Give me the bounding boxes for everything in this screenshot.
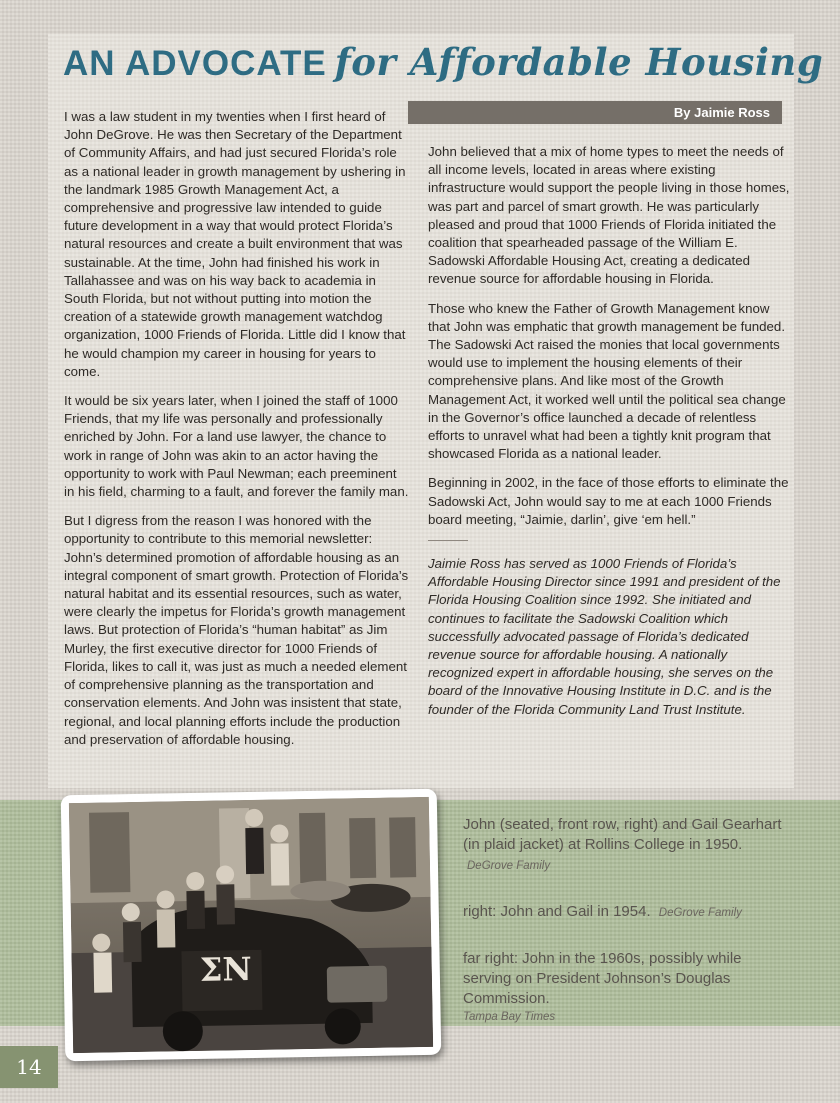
caption-text: far right: John in the 1960s, possibly while serving on President Johnson’s Douglas Commission. (463, 950, 742, 1007)
divider (428, 540, 468, 541)
historic-photo (61, 789, 442, 1062)
right-column (428, 143, 792, 730)
author-bio: Jaimie Ross has served as 1000 Friends of Florida’s Affordable Housing Director since 1991 and president of the Florida Housing Coalition since 1992. She initiated and continues to facilitate the Sadowski Coalition which successfully advocated passage of Florida’s dedicated revenue source for affordable housing. A nationally recognized expert in affordable housing, she serves on the board of the Innovative Housing Institute in D.C. and is the founder of the Florida Community Land Trust Institute. (428, 556, 781, 717)
photo-credit: Tampa Bay Times (463, 1011, 556, 1023)
caption-text: John (seated, front row, right) and Gail Gearhart (in plaid jacket) at Rollins College in 1950. (463, 816, 782, 853)
paragraph: John believed that a mix of home types to meet the needs of all income levels, located in areas where existing infrastructure would support the people living in those homes, was part and parcel of smart growth. He was particularly pleased and proud that 1000 Friends of Florida initiated the coalition that spearheaded passage of the William E. Sadowski Affordable Housing Act, creating a dedicated revenue source for affordable housing in Florida. (428, 144, 790, 287)
page-number: 14 (0, 1046, 58, 1088)
paragraph: Those who knew the Father of Growth Management know that John was emphatic that growth management be funded. The Sadowski Act raised the monies that local governments would use to implement the housing elements of their comprehensive plans. And like most of the Growth Management Act, it worked well until the political sea change in the Governor’s office launched a decade of relentless efforts to unravel what had been a tightly knit program that showcased Florida as a national leader. (428, 300, 786, 462)
caption-text: right: John and Gail in 1954. (463, 903, 651, 920)
paragraph: But I digress from the reason I was honored with the opportunity to contribute to this memorial newsletter: John’s determined promotion of affordable housing as an integral component of smart growth. Protection of Florida’s natural habitat and its essential resources, such as water, were clearly the impetus for Florida’s growth management laws. But protection of Florida’s “human habitat” as Jim Murley, the first executive director for 1000 Friends of Florida, likes to call it, was just as much a needed element of comprehensive planning as the transportation and conservation elements. And John was insistent that state, regional, and local planning efforts include the production and preservation of affordable housing. (64, 513, 409, 747)
byline: By Jaimie Ross (408, 101, 782, 124)
paragraph: Beginning in 2002, in the face of those efforts to eliminate the Sadowski Act, John would say to me at each 1000 Friends board meeting, “Jaimie, darlin’, give ‘em hell.” (428, 475, 789, 527)
title-script: for Affordable Housing (334, 40, 824, 84)
paragraph: I was a law student in my twenties when I first heard of John DeGrove. He was then Secretary of the Department of Community Affairs, and had just secured Florida’s role as a national leader in growth management by ushering in the landmark 1985 Growth Management Act, a comprehensive and progressive law intended to guide future development in a way that would protect Florida’s natural resources and create a built environment that was sustainable. At the time, John had finished his work in Tallahassee and was on his way back to academia in South Florida, but not without putting into motion the creation of a statewide growth management watchdog organization, 1000 Friends of Florida. Little did I know that he would champion my career in housing for years to come. (64, 109, 406, 379)
title-caps: AN ADVOCATE (63, 44, 327, 83)
article-title (63, 40, 824, 84)
paragraph: It would be six years later, when I joined the staff of 1000 Friends, that my life was personally and professionally enriched by John. For a land use lawyer, the chance to work in range of John was akin to an actor having the opportunity to work with Paul Newman; each preeminent in his field, charming to a fault, and forever the family man. (64, 393, 409, 500)
truck-letters: ΣN (199, 949, 252, 989)
left-column (64, 108, 410, 760)
photo-credit: DeGrove Family (658, 907, 742, 919)
photo-credit: DeGrove Family (467, 860, 551, 872)
photo-image (69, 797, 433, 1053)
caption (463, 902, 793, 923)
caption (463, 949, 793, 1025)
caption (463, 815, 793, 876)
photo-captions (463, 815, 793, 1051)
